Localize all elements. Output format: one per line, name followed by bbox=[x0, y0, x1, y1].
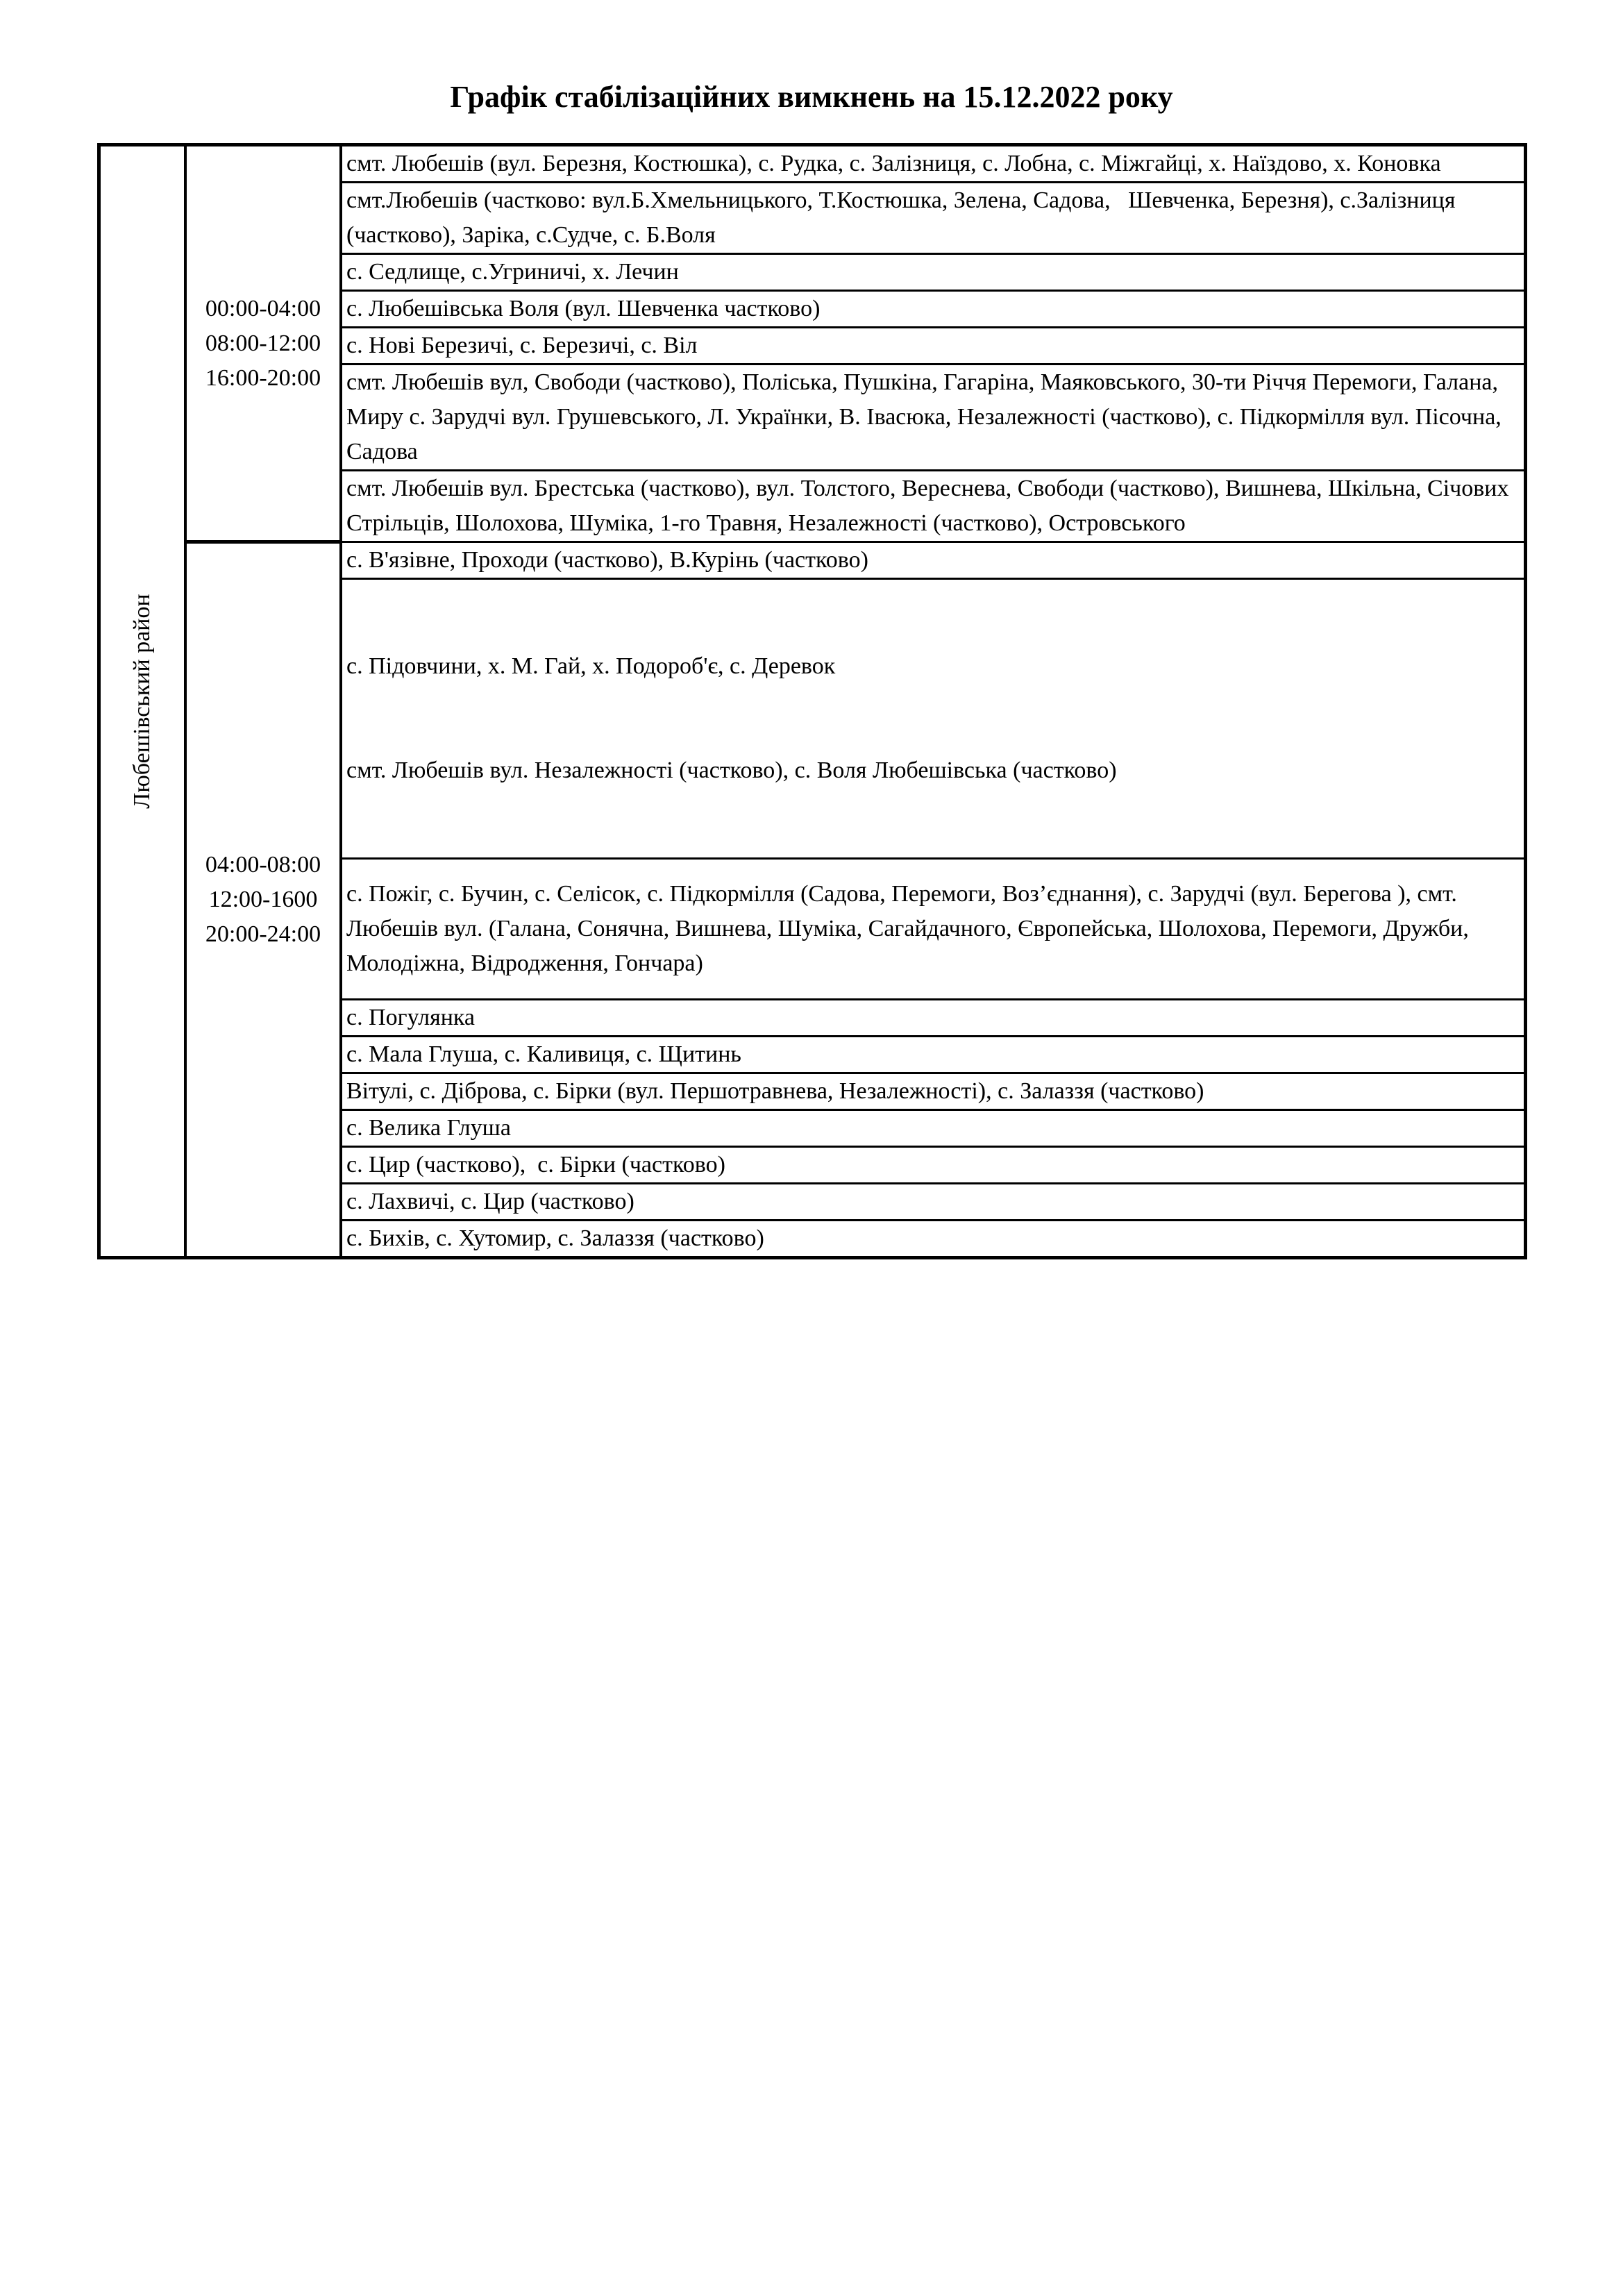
settlement-cell: смт. Любешів вул. Брестська (частково), вул. Толстого, Вереснева, Свободи (частково), Вишнева, Шкільна, Січових Стрільців, Шолохова, Шуміка, 1-го Травня, Незалежності (частково), Островського bbox=[341, 471, 1526, 542]
settlement-cell: с. Мала Глуша, с. Каливиця, с. Щитинь bbox=[341, 1037, 1526, 1073]
settlement-cell: смт. Любешів (вул. Березня, Костюшка), с. Рудка, с. Залізниця, с. Лобна, с. Міжгайці, х. Наїздово, х. Коновка bbox=[341, 145, 1526, 183]
district-cell bbox=[99, 145, 186, 1258]
settlement-cell: Вітулі, с. Діброва, с. Бірки (вул. Першотравнева, Незалежності), с. Залаззя (частково) bbox=[341, 1073, 1526, 1110]
settlement-cell: с. Нові Березичі, с. Березичі, с. Віл bbox=[341, 328, 1526, 364]
settlement-cell: с. Велика Глуша bbox=[341, 1110, 1526, 1147]
table-row bbox=[99, 145, 1526, 183]
time-slots-cell bbox=[185, 542, 341, 1258]
time-slot: 16:00-20:00 bbox=[205, 364, 321, 391]
settlement-cell: с. Седлище, с.Угриничі, х. Лечин bbox=[341, 254, 1526, 291]
settlement-cell: с. Погулянка bbox=[341, 1000, 1526, 1037]
time-slot: 00:00-04:00 bbox=[205, 295, 321, 321]
district-name: Любешівський район bbox=[129, 594, 155, 809]
settlement-cell: с. Цир (частково), с. Бірки (частково) bbox=[341, 1147, 1526, 1184]
settlement-cell: с. Любешівська Воля (вул. Шевченка частково) bbox=[341, 291, 1526, 328]
outage-schedule-table bbox=[97, 143, 1527, 1259]
settlement-cell: с. Лахвичі, с. Цир (частково) bbox=[341, 1184, 1526, 1221]
settlement-cell: с. В'язівне, Проходи (частково), В.Курінь (частково) bbox=[341, 542, 1526, 579]
settlement-cell: с. Пожіг, с. Бучин, с. Селісок, с. Підкормілля (Садова, Перемоги, Воз’єднання), с. Зарудчі (вул. Берегова ), смт. Любешів вул. (Галана, Сонячна, Вишнева, Шуміка, Сагайдачного, Європейська, Шолохова, Перемоги, Дружби, Молодіжна, Відродження, Гончара) bbox=[341, 859, 1526, 1000]
time-slot: 12:00-1600 bbox=[208, 887, 318, 912]
settlement-cell: с. Підовчини, х. М. Гай, х. Подороб'є, с. Деревок смт. Любешів вул. Незалежності (частково), с. Воля Любешівська (частково) bbox=[341, 579, 1526, 859]
time-slot: 20:00-24:00 bbox=[205, 921, 321, 947]
settlement-cell: с. Бихів, с. Хутомир, с. Залаззя (частково) bbox=[341, 1221, 1526, 1258]
time-slot: 04:00-08:00 bbox=[205, 852, 321, 878]
table-row bbox=[99, 542, 1526, 579]
settlement-cell: смт.Любешів (частково: вул.Б.Хмельницького, Т.Костюшка, Зелена, Садова, Шевченка, Березня), с.Залізниця (частково), Заріка, с.Судче, с. Б.Воля bbox=[341, 183, 1526, 254]
page-title: Графік стабілізаційних вимкнень на 15.12.2022 року bbox=[450, 80, 1173, 114]
time-slots-cell bbox=[185, 145, 341, 542]
time-slot: 08:00-12:00 bbox=[205, 330, 321, 356]
settlement-cell: смт. Любешів вул, Свободи (частково), Поліська, Пушкіна, Гагаріна, Маяковського, 30-ти Річчя Перемоги, Галана, Миру с. Зарудчі вул. Грушевського, Л. Українки, В. Івасюка, Незалежності (частково), с. Підкормілля вул. Пісочна, Садова bbox=[341, 364, 1526, 471]
